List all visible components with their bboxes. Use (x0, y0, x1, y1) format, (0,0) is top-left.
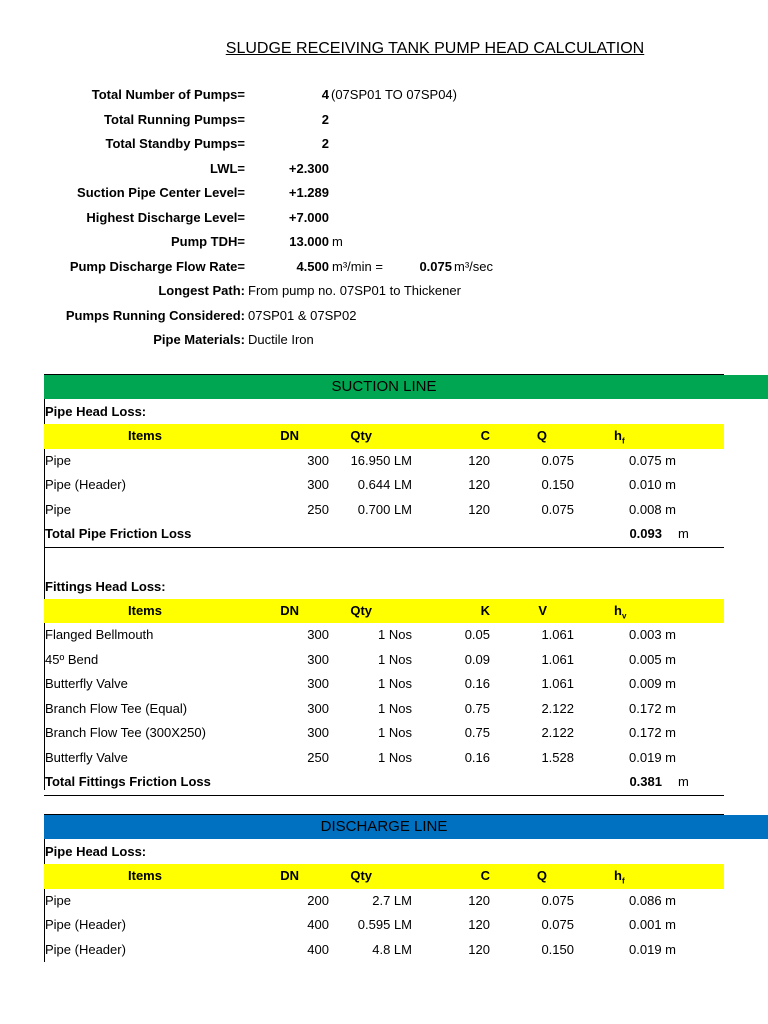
col-h-symbol: h (614, 868, 622, 883)
discharge-pipe-header-row (44, 864, 724, 889)
param-value: 4 (321, 87, 329, 102)
param-standby-pumps (0, 133, 768, 158)
col-h-subscript: f (621, 876, 625, 886)
cell-k: 0.05 (464, 627, 490, 642)
cell-dn: 300 (307, 700, 329, 716)
col-dn: DN (280, 428, 299, 443)
param-total-pumps (0, 84, 768, 109)
suction-fittings-total-row (44, 770, 724, 796)
cell-v: 1.061 (541, 651, 574, 667)
suction-pipe-rows (44, 449, 724, 523)
cell-qty: 1 Nos (378, 725, 412, 740)
cell-k: 0.75 (464, 700, 490, 716)
cell-v: 1.528 (541, 749, 574, 765)
cell-v: 1.061 (541, 676, 574, 691)
pump-parameters (0, 84, 768, 354)
discharge-line-title: DISCHARGE LINE (320, 818, 448, 835)
cell-c: 120 (468, 892, 490, 908)
cell-head-loss: 0.008 m (629, 501, 676, 517)
cell-q: 0.150 (541, 941, 574, 957)
cell-qty: 1 Nos (378, 700, 412, 716)
cell-qty: 0.700 LM (357, 501, 412, 517)
param-running-pumps (0, 109, 768, 134)
param-label: Pipe Materials: (153, 332, 245, 347)
cell-q: 0.075 (541, 501, 574, 517)
cell-c: 120 (468, 452, 490, 468)
suction-pipe-total-row (44, 522, 724, 548)
col-q: Q (536, 868, 547, 883)
cell-qty: 1 Nos (378, 676, 412, 691)
param-label: Pump TDH= (170, 234, 245, 249)
col-h-subscript: f (621, 436, 625, 446)
col-h-symbol: h (614, 602, 622, 618)
table-row (44, 623, 724, 648)
param-text: From pump no. 07SP01 to Thickener (248, 283, 461, 298)
cell-qty: 1 Nos (378, 651, 412, 667)
col-items: Items (128, 428, 162, 443)
suction-section (44, 374, 724, 796)
param-value: 2 (321, 111, 329, 127)
param-label: Total Standby Pumps= (105, 136, 245, 151)
suction-fitting-rows (44, 623, 724, 770)
cell-item: Branch Flow Tee (Equal) (45, 700, 188, 716)
table-row (44, 697, 724, 722)
cell-q: 0.150 (541, 477, 574, 492)
discharge-pipe-head-loss-label: Pipe Head Loss: (45, 844, 147, 859)
cell-head-loss: 0.172 m (629, 725, 676, 740)
param-highest-discharge (0, 207, 768, 232)
table-row (44, 913, 724, 938)
cell-c: 120 (468, 941, 490, 957)
total-value: 0.381 (629, 774, 662, 789)
param-unit-secondary: m³/sec (454, 258, 493, 274)
param-unit: m³/min = (332, 258, 383, 274)
cell-dn: 300 (307, 651, 329, 667)
col-dn: DN (280, 868, 299, 883)
cell-item: Pipe (Header) (45, 941, 126, 957)
table-row (44, 498, 724, 523)
cell-k: 0.75 (464, 725, 490, 740)
suction-line-title: SUCTION LINE (331, 378, 437, 395)
table-row (44, 473, 724, 498)
cell-q: 0.075 (541, 452, 574, 468)
param-value: +1.289 (288, 185, 329, 200)
band-extension (724, 375, 768, 399)
suction-fittings-head-loss-label: Fittings Head Loss: (45, 578, 166, 594)
col-q: Q (536, 428, 547, 443)
cell-dn: 300 (307, 627, 329, 642)
param-label: Suction Pipe Center Level= (77, 185, 245, 200)
cell-dn: 300 (307, 452, 329, 468)
param-flow-rate (0, 256, 768, 281)
table-row (44, 648, 724, 673)
cell-head-loss: 0.010 m (629, 477, 676, 492)
col-v: V (538, 602, 547, 618)
discharge-pipe-rows (44, 889, 724, 963)
param-text: Ductile Iron (248, 332, 314, 347)
cell-qty: 0.644 LM (357, 477, 412, 492)
cell-item: Pipe (Header) (45, 917, 126, 932)
cell-head-loss: 0.075 m (629, 452, 676, 468)
cell-q: 0.075 (541, 892, 574, 908)
page-title: SLUDGE RECEIVING TANK PUMP HEAD CALCULATION (225, 40, 645, 57)
cell-head-loss: 0.001 m (629, 917, 676, 932)
cell-v: 2.122 (541, 725, 574, 740)
cell-item: Butterfly Valve (45, 749, 128, 765)
cell-dn: 250 (307, 749, 329, 765)
col-qty: Qty (350, 428, 372, 443)
total-label: Total Fittings Friction Loss (45, 774, 211, 789)
param-label: Highest Discharge Level= (86, 209, 245, 225)
param-tdh (0, 231, 768, 256)
cell-head-loss: 0.003 m (629, 627, 676, 642)
col-k: K (480, 602, 490, 618)
total-unit: m (678, 774, 689, 789)
cell-c: 120 (468, 917, 490, 932)
param-label: Longest Path: (158, 283, 245, 298)
cell-k: 0.16 (464, 749, 490, 765)
cell-dn: 300 (307, 725, 329, 740)
cell-dn: 400 (307, 917, 329, 932)
suction-pipe-header-row (44, 424, 724, 449)
cell-item: Flanged Bellmouth (45, 627, 154, 642)
param-label: Pump Discharge Flow Rate= (69, 258, 245, 274)
param-pumps-considered (0, 305, 768, 330)
table-row (44, 721, 724, 746)
cell-qty: 16.950 LM (350, 452, 412, 468)
param-label: Pumps Running Considered: (65, 307, 245, 323)
col-items: Items (128, 602, 162, 618)
cell-dn: 250 (307, 501, 329, 517)
col-c: C (480, 428, 490, 443)
cell-qty: 1 Nos (378, 749, 412, 765)
param-pipe-materials (0, 329, 768, 354)
param-label: LWL= (209, 160, 245, 176)
col-h-subscript: v (621, 611, 627, 621)
cell-qty: 2.7 LM (372, 892, 412, 908)
discharge-line-band (44, 814, 724, 839)
suction-pipe-head-loss-label: Pipe Head Loss: (45, 404, 147, 419)
cell-qty: 1 Nos (378, 627, 412, 642)
cell-head-loss: 0.019 m (629, 749, 676, 765)
cell-head-loss: 0.009 m (629, 676, 676, 691)
param-value: 2 (321, 136, 329, 151)
cell-head-loss: 0.086 m (629, 892, 676, 908)
cell-dn: 300 (307, 477, 329, 492)
param-suction-center (0, 182, 768, 207)
cell-dn: 200 (307, 892, 329, 908)
cell-head-loss: 0.019 m (629, 941, 676, 957)
cell-item: Pipe (45, 892, 72, 908)
band-extension (724, 815, 768, 839)
table-row (44, 746, 724, 771)
cell-item: Pipe (45, 452, 72, 468)
cell-k: 0.16 (464, 676, 490, 691)
param-text: 07SP01 & 07SP02 (248, 307, 357, 323)
cell-c: 120 (468, 501, 490, 517)
cell-k: 0.09 (464, 651, 490, 667)
cell-v: 2.122 (541, 700, 574, 716)
cell-c: 120 (468, 477, 490, 492)
total-label: Total Pipe Friction Loss (45, 526, 192, 541)
cell-dn: 300 (307, 676, 329, 691)
col-qty: Qty (350, 868, 372, 883)
cell-head-loss: 0.172 m (629, 700, 676, 716)
param-value-secondary: 0.075 (419, 258, 452, 274)
cell-item: 45º Bend (45, 651, 99, 667)
total-value: 0.093 (629, 526, 662, 541)
cell-dn: 400 (307, 941, 329, 957)
param-value: 13.000 (289, 234, 329, 249)
cell-qty: 0.595 LM (357, 917, 412, 932)
col-items: Items (128, 868, 162, 883)
cell-item: Branch Flow Tee (300X250) (45, 725, 206, 740)
param-label: Total Number of Pumps= (91, 87, 245, 102)
col-c: C (480, 868, 490, 883)
cell-head-loss: 0.005 m (629, 651, 676, 667)
cell-item: Pipe (Header) (45, 477, 126, 492)
cell-qty: 4.8 LM (372, 941, 412, 957)
cell-item: Butterfly Valve (45, 676, 128, 691)
discharge-section (44, 814, 724, 962)
col-qty: Qty (350, 602, 372, 618)
param-value: +7.000 (288, 209, 329, 225)
param-longest-path (0, 280, 768, 305)
table-row (44, 889, 724, 914)
param-unit: m (332, 234, 343, 249)
col-dn: DN (280, 602, 299, 618)
param-value: 4.500 (296, 258, 329, 274)
param-note: (07SP01 TO 07SP04) (331, 87, 457, 102)
param-lwl (0, 158, 768, 183)
cell-item: Pipe (45, 501, 72, 517)
cell-v: 1.061 (541, 627, 574, 642)
cell-q: 0.075 (541, 917, 574, 932)
suction-fittings-header-row (44, 599, 724, 624)
param-label: Total Running Pumps= (104, 111, 245, 127)
table-row (44, 449, 724, 474)
total-unit: m (678, 526, 689, 541)
suction-line-band (44, 374, 724, 399)
param-value: +2.300 (288, 160, 329, 176)
table-row (44, 938, 724, 963)
table-row (44, 672, 724, 697)
col-h-symbol: h (614, 428, 622, 443)
